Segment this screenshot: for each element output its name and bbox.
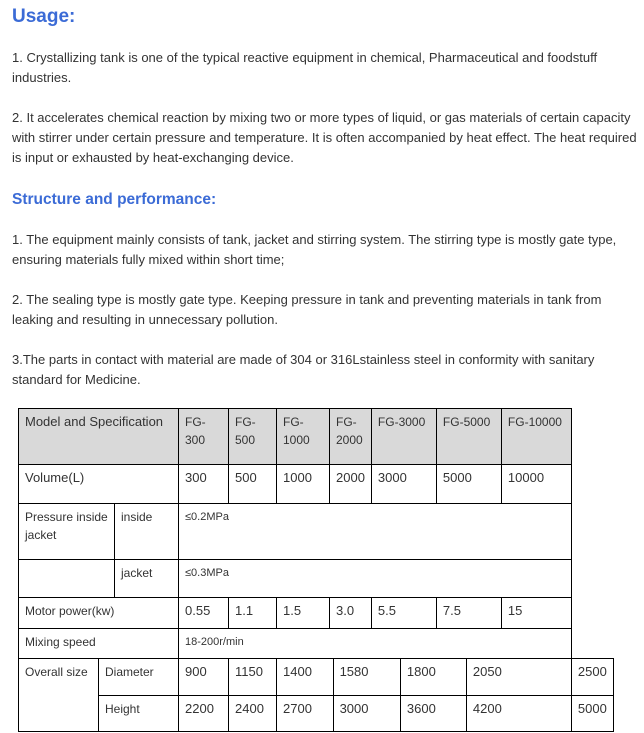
- volume-value: 3000: [371, 465, 436, 504]
- table-header-row: [19, 409, 614, 465]
- motor-value: 7.5: [436, 598, 501, 629]
- model-cell: FG-3000: [371, 409, 436, 465]
- pressure-label: Pressure inside jacket: [19, 504, 115, 560]
- structure-paragraph-1: 1. The equipment mainly consists of tank, jacket and stirring system. The stirring type is mostly gate type, ensuring materials fully mixed within short time;: [12, 232, 617, 267]
- pressure-jacket-label: jacket: [115, 560, 179, 598]
- height-value: 3600: [400, 696, 466, 732]
- diameter-value: 900: [179, 659, 229, 696]
- model-cell: FG-500: [229, 409, 277, 465]
- motor-value: 15: [501, 598, 571, 629]
- motor-value: 1.5: [277, 598, 330, 629]
- specification-table: [18, 408, 614, 732]
- diameter-value: 2500: [571, 659, 613, 696]
- mixing-value: 18-200r/min: [179, 629, 572, 659]
- model-cell: FG-300: [179, 409, 229, 465]
- structure-paragraph-2: 2. The sealing type is mostly gate type. Keeping pressure in tank and preventing materials in tank from leaking and resulting in unnecessary pollution.: [12, 292, 602, 327]
- height-value: 3000: [333, 696, 400, 732]
- diameter-value: 1400: [277, 659, 334, 696]
- table-row: [19, 659, 614, 696]
- model-cell: FG-10000: [501, 409, 571, 465]
- height-value: 4200: [466, 696, 571, 732]
- diameter-label: Diameter: [99, 659, 179, 696]
- motor-value: 1.1: [229, 598, 277, 629]
- header-label-cell: Model and Specification: [19, 409, 179, 465]
- table-row: [19, 598, 614, 629]
- model-cell: FG- 2000: [330, 409, 372, 465]
- table-row: [19, 465, 614, 504]
- volume-label: Volume(L): [19, 465, 179, 504]
- empty-cell: [19, 560, 115, 598]
- overall-size-label: Overall size: [19, 659, 99, 732]
- model-cell: FG- 1000: [277, 409, 330, 465]
- usage-paragraph-1: 1. Crystallizing tank is one of the typical reactive equipment in chemical, Pharmaceutical and foodstuff industries.: [12, 50, 598, 85]
- motor-label: Motor power(kw): [19, 598, 179, 629]
- volume-value: 2000: [330, 465, 372, 504]
- structure-heading: Structure and performance:: [12, 191, 217, 208]
- volume-value: 10000: [501, 465, 571, 504]
- model-cell: FG-5000: [436, 409, 501, 465]
- table-row: [19, 629, 614, 659]
- table-row: [19, 696, 614, 732]
- usage-paragraph-2: 2. It accelerates chemical reaction by mixing two or more types of liquid, or gas materials of certain capacity with stirrer under certain pressure and temperature. It is often accompanied by heat effect. The heat required is input or exhausted by heat-exchanging device.: [12, 110, 637, 165]
- motor-value: 3.0: [330, 598, 372, 629]
- height-label: Height: [99, 696, 179, 732]
- height-value: 2700: [277, 696, 334, 732]
- volume-value: 300: [179, 465, 229, 504]
- usage-heading: Usage:: [12, 6, 76, 27]
- height-value: 5000: [571, 696, 613, 732]
- pressure-inside-label: inside: [115, 504, 179, 560]
- diameter-value: 2050: [466, 659, 571, 696]
- table-row: [19, 560, 614, 598]
- height-value: 2400: [229, 696, 277, 732]
- motor-value: 5.5: [371, 598, 436, 629]
- pressure-jacket-value: ≤0.3MPa: [179, 560, 572, 598]
- volume-value: 500: [229, 465, 277, 504]
- diameter-value: 1800: [400, 659, 466, 696]
- pressure-inside-value: ≤0.2MPa: [179, 504, 572, 560]
- table-row: [19, 504, 614, 560]
- volume-value: 5000: [436, 465, 501, 504]
- height-value: 2200: [179, 696, 229, 732]
- mixing-label: Mixing speed: [19, 629, 179, 659]
- motor-value: 0.55: [179, 598, 229, 629]
- volume-value: 1000: [277, 465, 330, 504]
- diameter-value: 1580: [333, 659, 400, 696]
- diameter-value: 1150: [229, 659, 277, 696]
- structure-paragraph-3: 3.The parts in contact with material are made of 304 or 316Lstainless steel in conformity with sanitary standard for Medicine.: [12, 352, 595, 387]
